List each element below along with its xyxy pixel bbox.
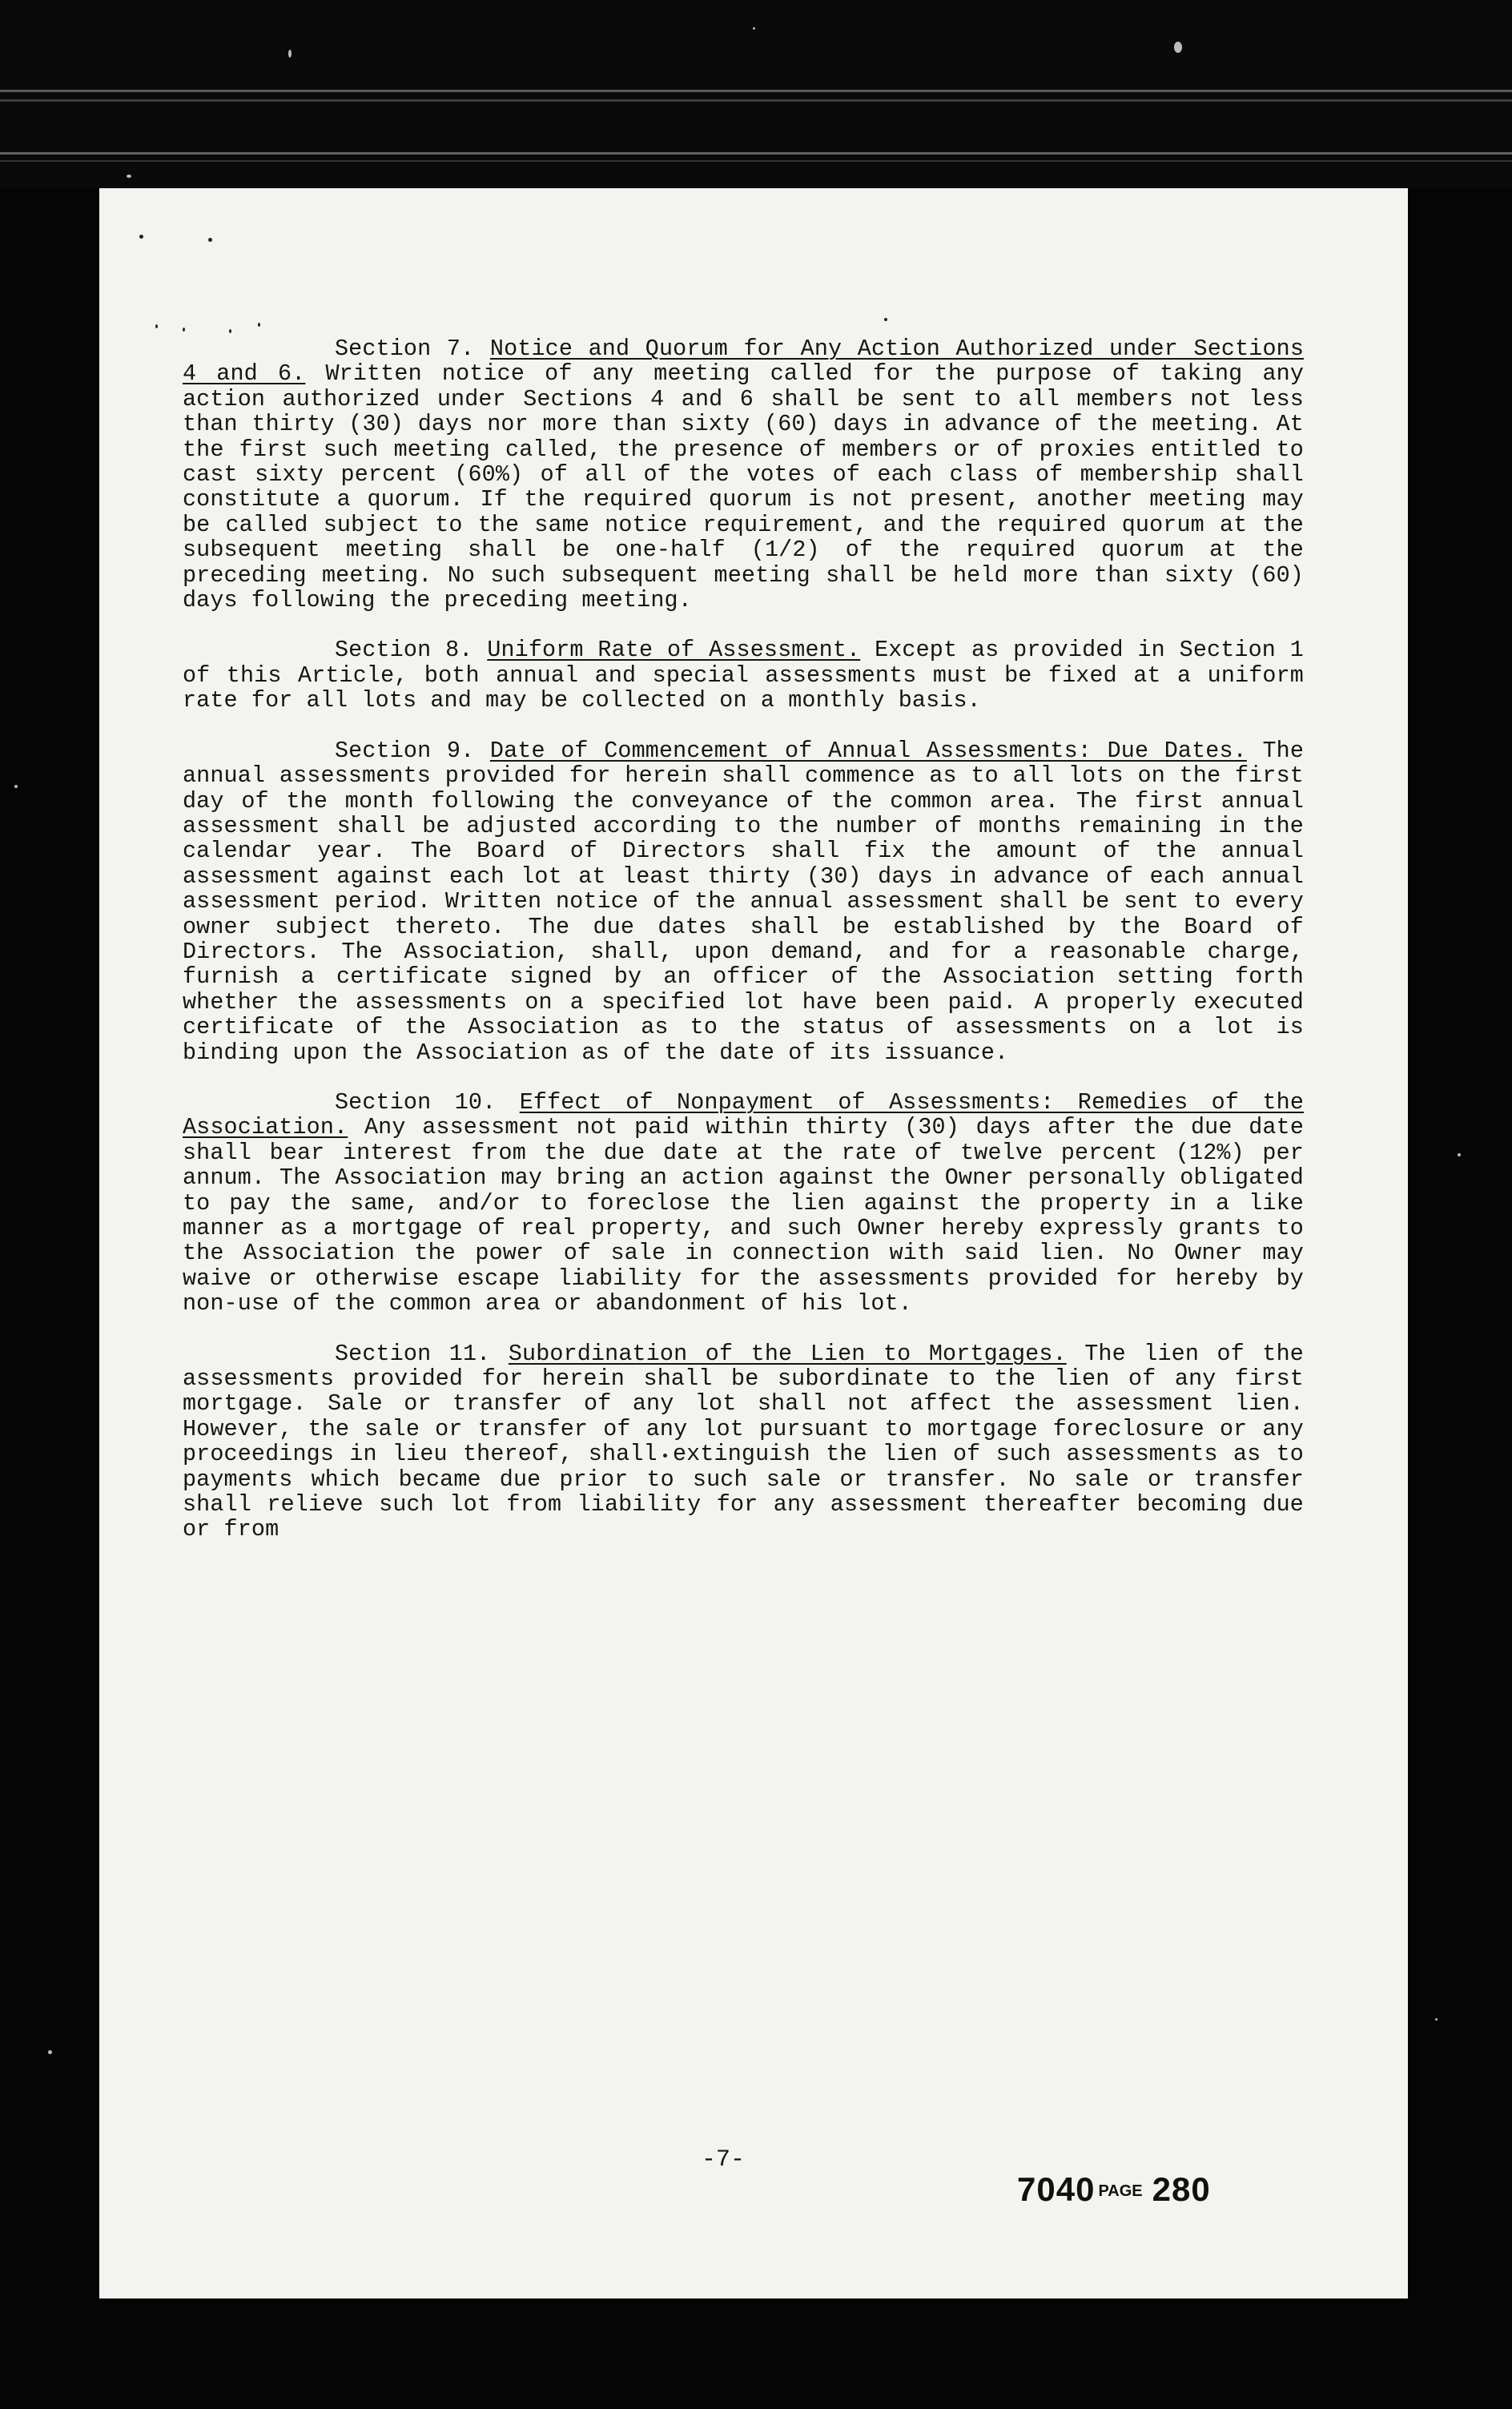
scan-line-artifact	[0, 99, 1512, 102]
section-8	[183, 637, 1304, 713]
section-title: Notice and Quorum for Any Action Authorized under Sections 4 and 6.	[183, 336, 1305, 388]
document-body	[183, 336, 1304, 1567]
book-page-number: 280	[1152, 2170, 1211, 2208]
dust-speck	[127, 175, 131, 178]
section-10	[183, 1090, 1304, 1317]
section-title: Subordination of the Lien to Mortgages.	[508, 1340, 1067, 1367]
section-number: Section 8.	[335, 637, 473, 664]
page-speck	[229, 329, 231, 333]
dust-speck	[48, 2050, 52, 2054]
page-number: -7-	[702, 2146, 746, 2174]
section-title: Date of Commencement of Annual Assessments: Due Dates.	[489, 737, 1247, 764]
book-number: 7040	[1017, 2170, 1096, 2208]
section-title: Uniform Rate of Assessment.	[487, 637, 861, 664]
dust-speck	[753, 27, 755, 30]
dust-speck	[1174, 42, 1182, 53]
section-body: Any assessment not paid within thirty (30) days after the due date shall bear interest from the due date at the rate of twelve percent (12%) per annum. The Association may bring an action against the Owner personally obligated to pay the same, and/or to foreclose the lien against the property in a like manner as a mortgage of real property, and such Owner hereby expressly grants to the Association the power of sale in connection with said lien. No Owner may waive or otherwise escape liability for the assessments provided for hereby by non-use of the common area or abandonment of his lot.	[183, 1114, 1305, 1317]
page-speck	[139, 235, 143, 239]
dust-speck	[1435, 2018, 1438, 2021]
section-body: Except as provided in Section 1 of this Article, both annual and special assessments must be fixed at a uniform rate for all lots and may be collected on a monthly basis.	[183, 637, 1304, 714]
section-number: Section 7.	[335, 336, 475, 362]
page-speck	[258, 323, 260, 327]
page-speck	[884, 318, 887, 321]
section-body: The lien of the assessments provided for herein shall be subordinate to the lien of any first mortgage. Sale or transfer of any lot shall not affect the assessment lien. However, the sale or transfer of any lot pursuant to mortgage foreclosure or any proceedings in lieu thereof, shall extinguish the lien of such assessments as to payments which became due prior to such sale or transfer. No sale or transfer shall relieve such lot from liability for any assessment thereafter becoming due or from	[183, 1340, 1304, 1543]
section-body: The annual assessments provided for herein shall commence as to all lots on the first day of the month following the conveyance of the common area. The first annual assessment shall be adjusted according to the number of months remaining in the calendar year. The Board of Directors shall fix the amount of the annual assessment against each lot at least thirty (30) days in advance of each annual assessment period. Written notice of the annual assessment shall be sent to every owner subject thereto. The due dates shall be established by the Board of Directors. The Association, shall, upon demand, and for a reasonable charge, furnish a certificate signed by an officer of the Association setting forth whether the assessments on a specified lot have been paid. A properly executed certificate of the Association as to the status of assessments on a lot is binding upon the Association as of the date of its issuance.	[183, 737, 1305, 1066]
section-number: Section 11.	[335, 1340, 491, 1367]
scan-line-artifact	[0, 160, 1512, 162]
page-speck	[155, 324, 158, 328]
section-title: Effect of Nonpayment of Assessments: Remedies of the Association.	[183, 1088, 1305, 1141]
dust-speck	[1458, 1153, 1461, 1156]
dust-speck	[14, 785, 18, 788]
scan-line-artifact	[0, 90, 1512, 92]
section-body: Written notice of any meeting called for the purpose of taking any action authorized under Sections 4 and 6 shall be sent to all members not less than thirty (30) days nor more than sixty (60) days in advance of the meeting. At the first such meeting called, the presence of members or of proxies entitled to cast sixty percent (60%) of all of the votes of each class of membership shall constitute a quorum. If the required quorum is not present, another meeting may be called subject to the same notice requirement, and the required quorum at the subsequent meeting shall be one-half (1/2) of the required quorum at the preceding meeting. No such subsequent meeting shall be held more than sixty (60) days following the preceding meeting.	[183, 360, 1305, 614]
section-number: Section 10.	[335, 1088, 497, 1116]
section-11	[183, 1341, 1304, 1542]
section-9	[183, 738, 1304, 1065]
scan-line-artifact	[0, 152, 1512, 155]
book-page-stamp	[1017, 2170, 1211, 2209]
section-7	[183, 336, 1304, 613]
page-label: PAGE	[1098, 2182, 1143, 2200]
section-number: Section 9.	[335, 737, 475, 764]
dust-speck	[288, 50, 292, 58]
page-speck	[208, 238, 212, 242]
page-speck	[183, 328, 185, 332]
